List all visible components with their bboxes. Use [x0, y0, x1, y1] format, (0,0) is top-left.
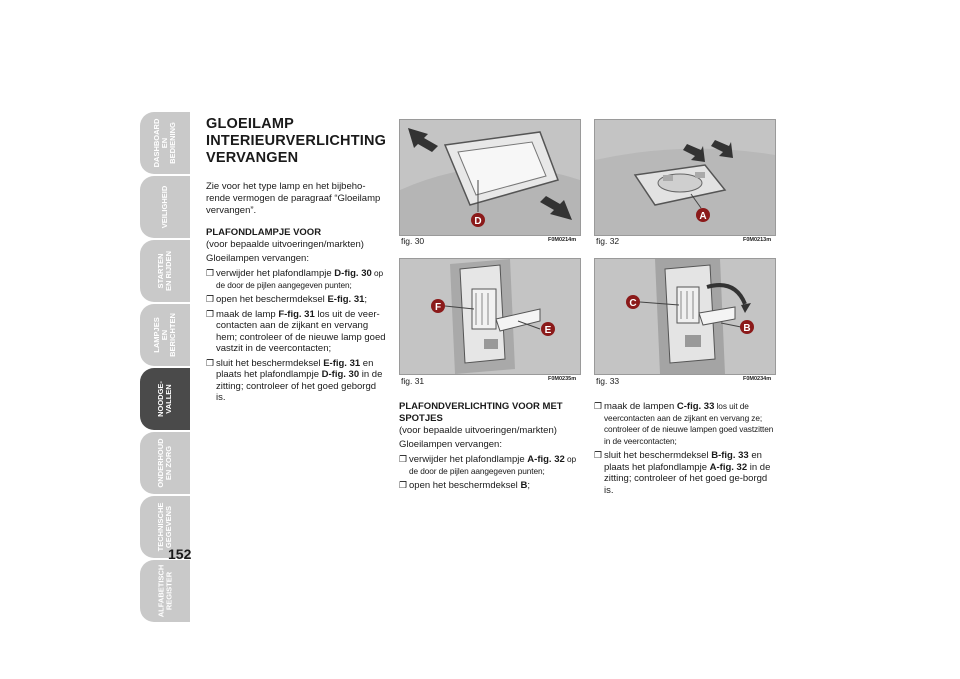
list-item: ❐ sluit het beschermdeksel E-fig. 31 en plaats het plafondlampje D-fig. 30 in de zitting; controleer of het goed geborgd is.: [206, 357, 383, 403]
figure-33-label: fig. 33: [596, 376, 620, 386]
figure-33: [594, 258, 776, 375]
list-item: ❐ sluit het beschermdeksel B-fig. 33 en plaats het plafondlampje A-fig. 32 in de zitting; controleer of het goed ge-borgd is.: [594, 450, 771, 496]
column-middle: [399, 401, 581, 492]
checkbox-icon: ❐: [206, 268, 215, 278]
list-item: ❐ verwijder het plafondlampje D-fig. 30 op de door de pijlen aangegeven punten;: [206, 268, 384, 290]
section2-sub: (voor bepaalde uitvoeringen/markten): [399, 425, 557, 436]
figure-30: [399, 119, 581, 236]
section2-heading: PLAFONDVERLICHTING VOOR MET SPOTJES: [399, 401, 563, 424]
list-item: ❐ maak de lamp F-fig. 31 los uit de veer-contacten aan de zijkant en vervang hem; controleer of de nieuwe lamp goed vastzit in de veercontacten;: [206, 308, 386, 354]
list-item: ❐ maak de lampen C-fig. 33 los uit de veercontacten aan de zijkant en vervang ze; controleer of de nieuwe lampen goed vastzitten in de veercontacten;: [594, 401, 774, 446]
tab-veiligheid[interactable]: VEILIGHEID: [140, 176, 190, 238]
section2-lead: Gloeilampen vervangen:: [399, 439, 502, 450]
callout-d: D: [474, 216, 482, 227]
intro-text: Zie voor het type lamp en het bijbeho-rende vermogen de paragraaf “Gloeilamp vervangen”.: [206, 181, 381, 216]
figure-31: [399, 258, 581, 375]
figure-31-code: F0M0235m: [548, 376, 577, 382]
figure-33-code: F0M0234m: [743, 376, 772, 382]
tab-starten[interactable]: STARTEN EN RIJDEN: [140, 240, 190, 302]
checkbox-icon: ❐: [594, 401, 603, 411]
tab-alfabetisch[interactable]: ALFABETISCH REGISTER: [140, 560, 190, 622]
checkbox-icon: ❐: [399, 454, 408, 464]
tab-onderhoud[interactable]: ONDERHOUD EN ZORG: [140, 432, 190, 494]
column-right: [594, 401, 778, 496]
checkbox-icon: ❐: [594, 450, 603, 460]
figure-32: [594, 119, 776, 236]
column-left: [206, 116, 386, 404]
tab-dashboard[interactable]: DASHBOARD EN BEDIENING: [140, 112, 190, 174]
section1-sub: (voor bepaalde uitvoeringen/markten): [206, 239, 364, 250]
figure-30-label: fig. 30: [401, 236, 425, 246]
figure-32-label: fig. 32: [596, 236, 620, 246]
checkbox-icon: ❐: [206, 357, 215, 368]
page-title: GLOEILAMP INTERIEURVERLICHTING VERVANGEN: [206, 116, 387, 166]
callout-b: B: [743, 323, 751, 334]
tab-noodgevallen[interactable]: NOODGE- VALLEN: [140, 368, 190, 430]
callout-a: A: [699, 211, 707, 222]
checkbox-icon: ❐: [206, 308, 215, 319]
tab-technische[interactable]: TECHNISCHE GEGEVENS: [140, 496, 190, 558]
callout-e: E: [544, 325, 552, 336]
tab-lampjes[interactable]: LAMPJES EN BERICHTEN: [140, 304, 190, 366]
checkbox-icon: ❐: [399, 480, 408, 490]
checkbox-icon: ❐: [206, 294, 215, 304]
list-item: ❐ open het beschermdeksel E-fig. 31;: [206, 294, 368, 305]
section1-lead: Gloeilampen vervangen:: [206, 253, 309, 264]
callout-f: F: [434, 302, 442, 313]
page-number: 152: [168, 546, 192, 562]
figure-31-label: fig. 31: [401, 376, 425, 386]
list-item: ❐ open het beschermdeksel B;: [399, 480, 530, 491]
callout-c: C: [629, 298, 637, 309]
figure-30-code: F0M0214m: [548, 237, 577, 243]
figure-32-code: F0M0213m: [743, 237, 772, 243]
section1-heading: PLAFONDLAMPJE VOOR: [206, 227, 322, 238]
list-item: ❐ verwijder het plafondlampje A-fig. 32 op de door de pijlen aangegeven punten;: [399, 454, 577, 476]
